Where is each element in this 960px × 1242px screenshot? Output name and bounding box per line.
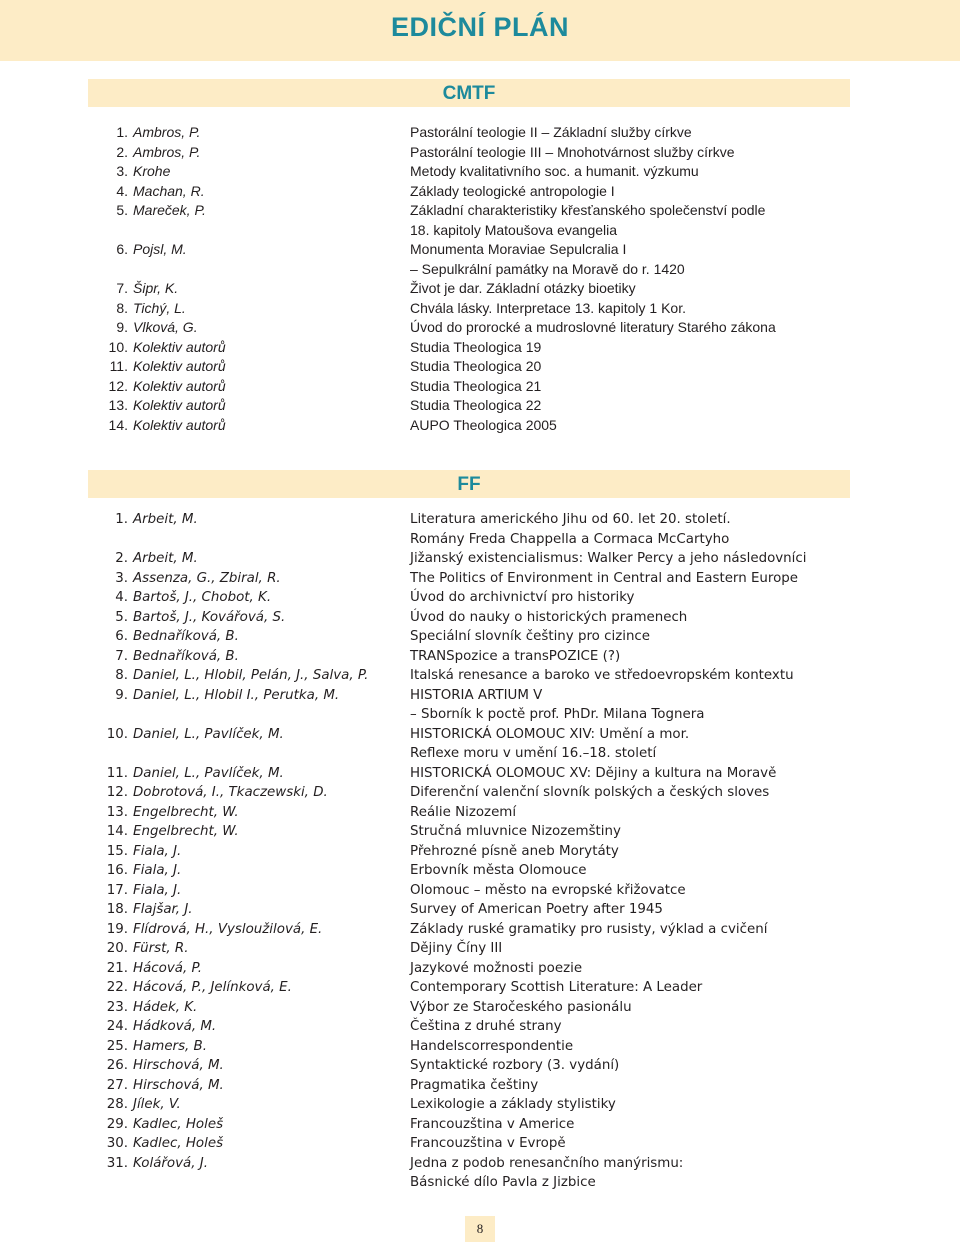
- item-author: Machan, R.: [133, 182, 205, 199]
- item-title: [410, 1095, 616, 1115]
- list-item: [0, 279, 960, 299]
- item-title: [410, 123, 692, 143]
- list-item: [0, 510, 960, 549]
- item-number: 14.: [108, 416, 128, 433]
- item-author: Hirschová, M.: [133, 1077, 224, 1093]
- item-title: [410, 608, 687, 628]
- item-title-line: Dějiny Číny III: [410, 941, 503, 956]
- item-number: 26.: [106, 1058, 128, 1073]
- item-title: [410, 822, 621, 842]
- list-item: [0, 162, 960, 182]
- list-item: [0, 920, 960, 940]
- item-author: Mareček, P.: [133, 202, 206, 218]
- item-title-line: Italská renesance a baroko ve středoevropském kontextu: [410, 668, 794, 683]
- item-title: [410, 416, 557, 436]
- cmtf-heading: CMTF: [442, 83, 496, 104]
- item-number: 14.: [106, 824, 128, 839]
- item-number: 27.: [106, 1077, 128, 1093]
- item-title-line: Monumenta Moraviae Sepulcralia I: [410, 241, 627, 257]
- item-number: 2.: [116, 143, 128, 160]
- item-title: [410, 1134, 566, 1154]
- item-title: [410, 338, 541, 358]
- item-title: [410, 764, 776, 784]
- item-title-line: Úvod do archivnictví pro historiky: [410, 590, 635, 605]
- item-title-line: Reálie Nizozemí: [410, 804, 517, 820]
- item-title-line: Pragmatika češtiny: [410, 1077, 539, 1093]
- item-author: Assenza, G., Zbiral, R.: [133, 570, 281, 586]
- item-title-line: Přehrozné písně aneb Morytáty: [410, 843, 619, 859]
- item-title: [410, 1154, 683, 1193]
- item-number: 7.: [115, 648, 128, 664]
- item-title: [410, 783, 769, 803]
- item-number: 20.: [106, 941, 128, 956]
- item-title: [410, 143, 735, 163]
- item-number: 10.: [106, 726, 128, 742]
- item-author: Daniel, L., Pavlíček, M.: [133, 726, 284, 742]
- ff-heading: FF: [457, 474, 481, 495]
- item-title-line: Speciální slovník češtiny pro cizince: [410, 629, 651, 644]
- list-item: [0, 764, 960, 784]
- item-number: 1.: [115, 512, 128, 527]
- list-item: [0, 627, 960, 647]
- item-number: 5.: [115, 609, 128, 625]
- item-number: 18.: [106, 902, 128, 917]
- item-number: 23.: [106, 999, 128, 1015]
- item-author: Šipr, K.: [133, 280, 179, 296]
- item-title: [410, 998, 632, 1018]
- item-author: Bartoš, J., Kovářová, S.: [133, 609, 286, 625]
- item-title: [410, 510, 731, 549]
- item-title-line: Survey of American Poetry after 1945: [410, 902, 663, 917]
- item-title: [410, 182, 615, 202]
- item-author: Flídrová, H., Vysloužilová, E.: [133, 921, 323, 937]
- item-title: [410, 549, 806, 569]
- list-item: [0, 647, 960, 667]
- list-item: [0, 842, 960, 862]
- list-item: [0, 998, 960, 1018]
- list-item: [0, 569, 960, 589]
- item-author: Kolektiv autorů: [133, 338, 226, 355]
- list-item: [0, 182, 960, 202]
- item-number: 13.: [108, 397, 128, 413]
- list-item: [0, 396, 960, 416]
- item-title-line: – Sepulkrální památky na Moravě do r. 1420: [410, 260, 685, 277]
- list-item: [0, 588, 960, 608]
- item-author: Pojsl, M.: [133, 241, 187, 257]
- item-title: [410, 920, 767, 940]
- item-author: Hádek, K.: [133, 999, 198, 1015]
- item-title-line: Romány Freda Chappella a Cormaca McCartyho: [410, 531, 730, 547]
- item-author: Bednaříková, B.: [133, 648, 239, 664]
- list-item: [0, 783, 960, 803]
- item-title: [410, 803, 516, 823]
- item-title: [410, 666, 794, 686]
- item-number: 28.: [106, 1097, 128, 1112]
- item-number: 3.: [116, 163, 128, 179]
- item-title-line: Erbovník města Olomouce: [410, 863, 587, 878]
- item-number: 11.: [106, 765, 128, 781]
- item-author: Fiala, J.: [133, 843, 182, 859]
- item-author: Jílek, V.: [133, 1097, 181, 1112]
- item-title-line: Básnické dílo Pavla z Jizbice: [410, 1175, 596, 1190]
- item-number: 6.: [115, 629, 128, 644]
- item-number: 30.: [106, 1136, 128, 1151]
- item-number: 7.: [116, 280, 128, 296]
- list-item: [0, 686, 960, 725]
- list-item: [0, 939, 960, 959]
- page-number: 8: [465, 1216, 495, 1242]
- item-title-line: Úvod do prorocké a mudroslovné literatury Starého zákona: [410, 319, 776, 335]
- item-number: 15.: [106, 843, 128, 859]
- item-author: Kolektiv autorů: [133, 397, 226, 413]
- list-item: [0, 861, 960, 881]
- item-number: 6.: [116, 241, 128, 257]
- list-item: [0, 803, 960, 823]
- item-number: 25.: [106, 1038, 128, 1054]
- item-number: 4.: [115, 590, 128, 605]
- item-title: [410, 959, 582, 979]
- item-number: 9.: [116, 319, 128, 335]
- item-number: 8.: [116, 299, 128, 316]
- item-number: 11.: [109, 358, 128, 374]
- item-author: Kolektiv autorů: [133, 416, 226, 433]
- list-item: [0, 318, 960, 338]
- item-number: 3.: [115, 570, 128, 586]
- item-author: Fürst, R.: [133, 941, 189, 956]
- item-title-line: Lexikologie a základy stylistiky: [410, 1097, 616, 1112]
- item-title-line: Jedna z podob renesančního manýrismu:: [410, 1155, 684, 1171]
- item-number: 16.: [106, 863, 128, 878]
- item-title-line: HISTORIA ARTIUM V: [410, 687, 543, 703]
- list-item: [0, 416, 960, 436]
- item-title-line: The Politics of Environment in Central and Eastern Europe: [410, 570, 799, 586]
- item-number: 29.: [106, 1116, 128, 1132]
- item-title-line: – Sborník k poctě prof. PhDr. Milana Tognera: [410, 707, 705, 722]
- item-title-line: Studia Theologica 21: [410, 377, 542, 394]
- list-item: [0, 1134, 960, 1154]
- item-title: [410, 1076, 538, 1096]
- item-title-line: Základy teologické antropologie I: [410, 182, 615, 199]
- item-title-line: Diferenční valenční slovník polských a českých sloves: [410, 785, 770, 800]
- item-title: [410, 939, 502, 959]
- item-title-line: Jazykové možnosti poezie: [410, 960, 583, 976]
- item-title-line: 18. kapitoly Matoušova evangelia: [410, 221, 618, 238]
- item-title: [410, 978, 702, 998]
- item-author: Hácová, P.: [133, 960, 202, 976]
- item-author: Ambros, P.: [133, 143, 201, 160]
- list-item: [0, 1037, 960, 1057]
- item-title: [410, 377, 541, 397]
- item-title: [410, 396, 541, 416]
- item-title-line: Francouzština v Americe: [410, 1116, 575, 1132]
- item-number: 9.: [115, 687, 128, 703]
- cmtf-list: [0, 123, 960, 435]
- item-title-line: Contemporary Scottish Literature: A Leader: [410, 980, 703, 995]
- item-title-line: Studia Theologica 20: [410, 358, 542, 374]
- item-title: [410, 1115, 574, 1135]
- item-title-line: Syntaktické rozbory (3. vydání): [410, 1058, 620, 1073]
- list-item: [0, 1154, 960, 1193]
- item-author: Hácová, P., Jelínková, E.: [133, 980, 292, 995]
- item-title: [410, 240, 685, 279]
- item-title: [410, 686, 704, 725]
- item-number: 22.: [106, 980, 128, 995]
- item-author: Bartoš, J., Chobot, K.: [133, 590, 272, 605]
- item-title: [410, 1017, 562, 1037]
- list-item: [0, 201, 960, 240]
- item-title: [410, 861, 587, 881]
- item-title-line: Metody kvalitativního soc. a humanit. výzkumu: [410, 163, 699, 179]
- list-item: [0, 240, 960, 279]
- list-item: [0, 1095, 960, 1115]
- item-title: [410, 162, 699, 182]
- item-title: [410, 627, 650, 647]
- item-title: [410, 201, 765, 240]
- item-author: Ambros, P.: [133, 124, 201, 140]
- item-title-line: Úvod do nauky o historických pramenech: [410, 609, 688, 625]
- item-author: Engelbrecht, W.: [133, 824, 239, 839]
- item-number: 21.: [106, 960, 128, 976]
- item-title: [410, 725, 689, 764]
- item-author: Fiala, J.: [133, 863, 182, 878]
- item-author: Hirschová, M.: [133, 1058, 224, 1073]
- item-number: 4.: [116, 182, 128, 199]
- item-author: Vlková, G.: [133, 319, 198, 335]
- item-title: [410, 1037, 573, 1057]
- item-number: 10.: [108, 338, 128, 355]
- item-title-line: Jižanský existencialismus: Walker Percy a jeho následovníci: [410, 551, 807, 566]
- list-item: [0, 143, 960, 163]
- item-author: Bednaříková, B.: [133, 629, 239, 644]
- item-number: 19.: [106, 921, 128, 937]
- list-item: [0, 900, 960, 920]
- item-author: Kolářová, J.: [133, 1155, 208, 1171]
- item-title-line: Výbor ze Staročeského pasionálu: [410, 999, 632, 1015]
- item-title-line: AUPO Theologica 2005: [410, 416, 557, 433]
- item-title: [410, 900, 663, 920]
- item-author: Tichý, L.: [133, 299, 186, 316]
- item-author: Daniel, L., Pavlíček, M.: [133, 765, 284, 781]
- item-author: Kadlec, Holeš: [133, 1116, 224, 1132]
- item-title-line: Základní charakteristiky křesťanského společenství podle: [410, 202, 766, 218]
- item-title-line: Čeština z druhé strany: [410, 1019, 562, 1034]
- item-title-line: Pastorální teologie II – Základní služby církve: [410, 124, 692, 140]
- item-number: 5.: [116, 202, 128, 218]
- item-author: Arbeit, M.: [133, 551, 198, 566]
- item-title: [410, 588, 634, 608]
- item-number: 17.: [106, 882, 128, 898]
- list-item: [0, 123, 960, 143]
- item-title-line: Studia Theologica 19: [410, 338, 542, 355]
- item-title-line: Život je dar. Základní otázky bioetiky: [410, 280, 636, 296]
- item-author: Arbeit, M.: [133, 512, 198, 527]
- item-title-line: Základy ruské gramatiky pro rusisty, výklad a cvičení: [410, 921, 768, 937]
- item-title: [410, 569, 798, 589]
- item-author: Flajšar, J.: [133, 902, 193, 917]
- list-item: [0, 299, 960, 319]
- item-title: [410, 1056, 619, 1076]
- list-item: [0, 725, 960, 764]
- item-title-line: Reflexe moru v umění 16.–18. století: [410, 746, 657, 761]
- list-item: [0, 1017, 960, 1037]
- item-author: Hádková, M.: [133, 1019, 217, 1034]
- item-number: 31.: [106, 1155, 128, 1171]
- item-author: Engelbrecht, W.: [133, 804, 239, 820]
- item-author: Daniel, L., Hlobil, Pelán, J., Salva, P.: [133, 668, 369, 683]
- item-title-line: Francouzština v Evropě: [410, 1136, 566, 1151]
- list-item: [0, 1056, 960, 1076]
- item-number: 2.: [115, 551, 128, 566]
- item-title-line: Literatura amerického Jihu od 60. let 20. století.: [410, 512, 731, 527]
- list-item: [0, 881, 960, 901]
- item-title-line: Handelscorrespondentie: [410, 1038, 574, 1054]
- item-author: Daniel, L., Hlobil I., Perutka, M.: [133, 687, 340, 703]
- list-item: [0, 1115, 960, 1135]
- item-title: [410, 299, 686, 319]
- item-title-line: HISTORICKÁ OLOMOUC XV: Dějiny a kultura na Moravě: [410, 765, 777, 781]
- item-author: Dobrotová, I., Tkaczewski, D.: [133, 785, 328, 800]
- item-author: Krohe: [133, 163, 171, 179]
- item-number: 13.: [106, 804, 128, 820]
- list-item: [0, 822, 960, 842]
- item-author: Kadlec, Holeš: [133, 1136, 224, 1151]
- item-title: [410, 647, 620, 667]
- item-title: [410, 357, 541, 377]
- list-item: [0, 377, 960, 397]
- list-item: [0, 666, 960, 686]
- item-number: 12.: [108, 377, 128, 394]
- item-number: 12.: [106, 785, 128, 800]
- item-title-line: HISTORICKÁ OLOMOUC XIV: Umění a mor.: [410, 726, 690, 742]
- item-title: [410, 318, 776, 338]
- ff-list: [0, 510, 960, 1193]
- item-title-line: Studia Theologica 22: [410, 397, 542, 413]
- item-title-line: Pastorální teologie III – Mnohotvárnost služby církve: [410, 143, 735, 160]
- item-title: [410, 279, 636, 299]
- item-author: Kolektiv autorů: [133, 377, 226, 394]
- list-item: [0, 549, 960, 569]
- item-title-line: Stručná mluvnice Nizozemštiny: [410, 824, 621, 839]
- list-item: [0, 357, 960, 377]
- list-item: [0, 1076, 960, 1096]
- list-item: [0, 338, 960, 358]
- page-title: EDIČNÍ PLÁN: [390, 12, 569, 42]
- list-item: [0, 608, 960, 628]
- item-number: 24.: [106, 1019, 128, 1034]
- item-number: 8.: [115, 668, 128, 683]
- list-item: [0, 978, 960, 998]
- item-title-line: Olomouc – město na evropské křižovatce: [410, 882, 686, 898]
- item-title: [410, 842, 619, 862]
- item-author: Fiala, J.: [133, 882, 182, 898]
- item-author: Hamers, B.: [133, 1038, 207, 1054]
- item-number: 1.: [116, 124, 128, 140]
- item-title-line: TRANSpozice a transPOZICE (?): [410, 648, 621, 664]
- item-title-line: Chvála lásky. Interpretace 13. kapitoly 1 Kor.: [410, 299, 686, 316]
- item-title: [410, 881, 686, 901]
- item-author: Kolektiv autorů: [133, 358, 226, 374]
- list-item: [0, 959, 960, 979]
